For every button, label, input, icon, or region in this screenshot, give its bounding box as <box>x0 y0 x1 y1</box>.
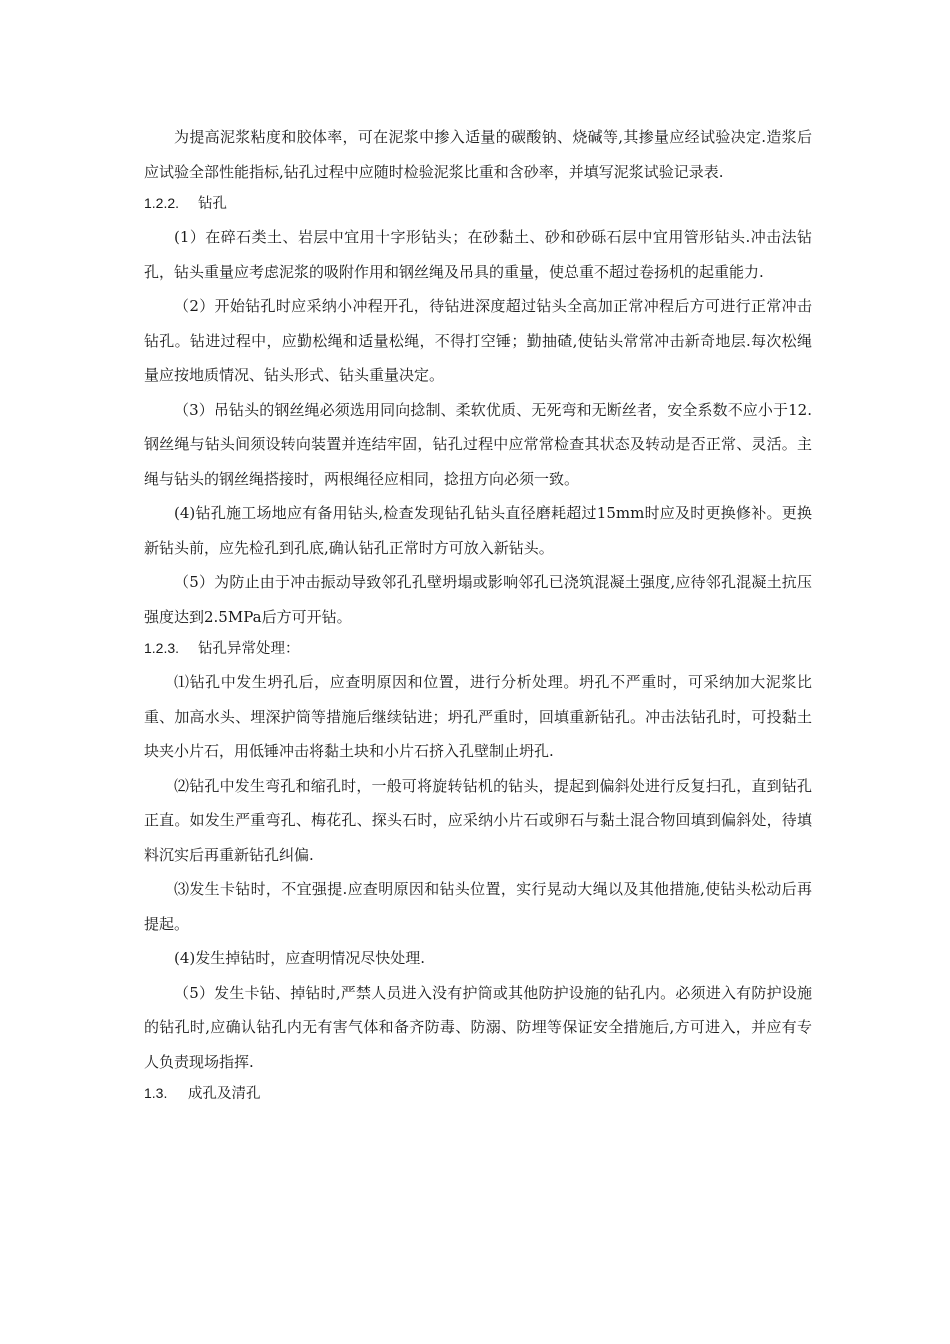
section-heading-1-2-3 <box>144 636 812 661</box>
section-title: 钻孔异常处理： <box>198 641 300 657</box>
paragraph-start-drilling: （2）开始钻孔时应采纳小冲程开孔，待钻进深度超过钻头全高加正常冲程后方可进行正常冲击钻孔。钻进过程中，应勤松绳和适量松绳，不得打空锤；勤抽碴,使钻头常常冲击新奇地层.每次松绳量应按地质情况、钻头形式、钻头重量决定。 <box>144 297 812 384</box>
paragraph-collapse: ⑴钻孔中发生坍孔后，应查明原因和位置，进行分析处理。坍孔不严重时，可采纳加大泥浆比重、加高水头、埋深护筒等措施后继续钻进；坍孔严重时，回填重新钻孔。冲击法钻孔时，可投黏土块夹小片石，用低锤冲击将黏土块和小片石挤入孔壁制止坍孔. <box>144 673 812 760</box>
section-number: 1.2.2. <box>144 195 180 211</box>
section-number: 1.3. <box>144 1085 168 1101</box>
section-number: 1.2.3. <box>144 640 180 656</box>
paragraph-drill-bit-type: (1）在碎石类土、岩层中宜用十字形钻头；在砂黏土、砂和砂砾石层中宜用管形钻头.冲击法钻孔，钻头重量应考虑泥浆的吸附作用和钢丝绳及吊具的重量，使总重不超过卷扬机的起重能力. <box>144 228 812 281</box>
section-heading-1-3 <box>144 1081 812 1106</box>
paragraph-dropped-bit: (4)发生掉钻时，应查明情况尽快处理. <box>174 949 426 967</box>
paragraph-safety: （5）发生卡钻、掉钻时,严禁人员进入没有护筒或其他防护设施的钻孔内。必须进入有防护设施的钻孔时,应确认钻孔内无有害气体和备齐防毒、防溺、防埋等保证安全措施后,方可进入，并应有专人负责现场指挥. <box>144 983 812 1071</box>
paragraph-mud-additives: 为提高泥浆粘度和胶体率，可在泥浆中掺入适量的碳酸钠、烧碱等,其掺量应经试验决定.造浆后应试验全部性能指标,钻孔过程中应随时检验泥浆比重和含砂率，并填写泥浆试验记录表. <box>144 128 812 181</box>
section-title: 钻孔 <box>198 196 227 212</box>
paragraph-wire-rope: （3）吊钻头的钢丝绳必须选用同向捻制、柔软优质、无死弯和无断丝者，安全系数不应小于12.钢丝绳与钻头间须设转向装置并连结牢固，钻孔过程中应常常检查其状态及转动是否正常、灵活。主绳与钻头的钢丝绳搭接时，两根绳径应相同，捻扭方向必须一致。 <box>144 400 812 488</box>
paragraph-bent-hole: ⑵钻孔中发生弯孔和缩孔时，一般可将旋转钻机的钻头，提起到偏斜处进行反复扫孔，直到钻孔正直。如发生严重弯孔、梅花孔、探头石时，应采纳小片石或卵石与黏土混合物回填到偏斜处，待填料沉实后再重新钻孔纠偏. <box>144 776 812 864</box>
section-title: 成孔及清孔 <box>188 1086 261 1102</box>
document-body <box>144 120 812 1110</box>
paragraph-spare-bit: (4)钻孔施工场地应有备用钻头,检查发现钻孔钻头直径磨耗超过15mm时应及时更换修补。更换新钻头前，应先检孔到孔底,确认钻孔正常时方可放入新钻头。 <box>144 504 812 557</box>
paragraph-adjacent-hole: （5）为防止由于冲击振动导致邻孔孔壁坍塌或影响邻孔已浇筑混凝土强度,应待邻孔混凝土抗压强度达到2.5MPa后方可开钻。 <box>144 573 812 626</box>
paragraph-stuck-bit: ⑶发生卡钻时，不宜强提.应查明原因和钻头位置，实行晃动大绳以及其他措施,使钻头松动后再提起。 <box>144 880 812 933</box>
section-heading-1-2-2 <box>144 191 812 216</box>
